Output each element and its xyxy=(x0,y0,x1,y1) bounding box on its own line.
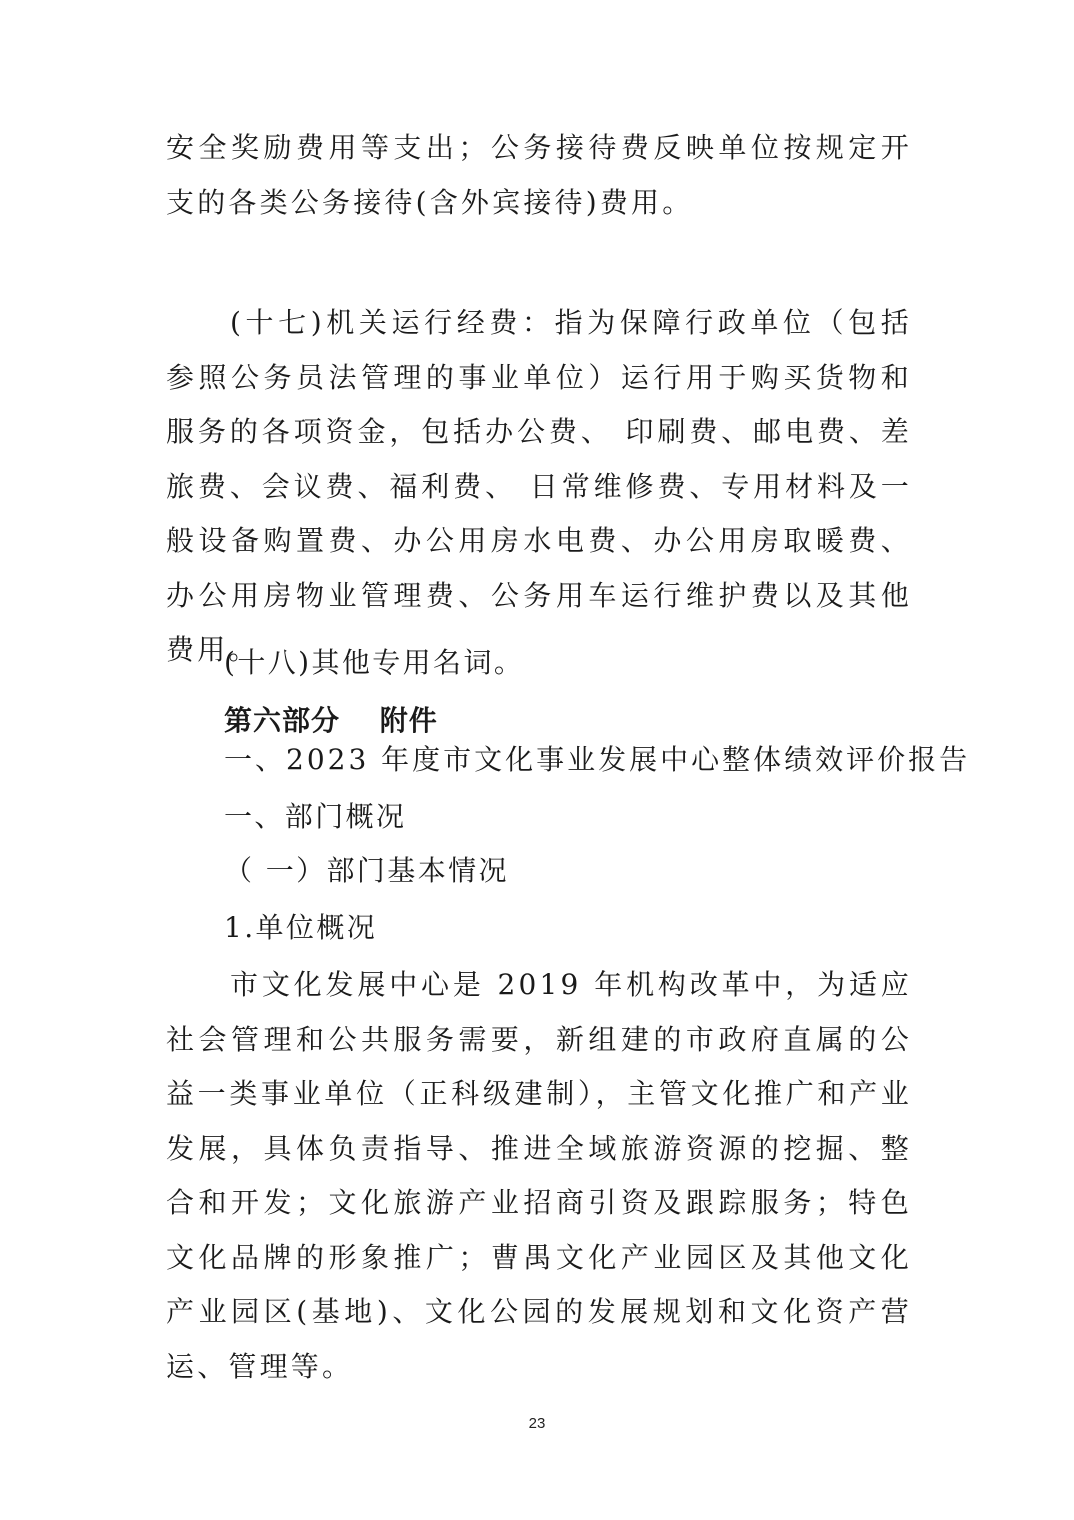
section-heading-attachments: 第六部分 附件 xyxy=(224,704,438,737)
paragraph-agency-operating-costs: (十七)机关运行经费：指为保障行政单位（包括参照公务员法管理的事业单位）运行用于购买货物和服务的各项资金，包括办公费、 印刷费、邮电费、差旅费、会议费、福利费、 日常维修费、专用材料及一般设备购置费、办公用房水电费、办公用房取暖费、办公用房物业管理费、公务用车运行维护费以及其他费用。 xyxy=(166,306,912,666)
report-title: 一、2023 年度市文化事业发展中心整体绩效评价报告 xyxy=(224,743,971,776)
paragraph-other-terms: (十八)其他专用名词。 xyxy=(224,646,525,679)
paragraph-unit-description: 市文化发展中心是 2019 年机构改革中，为适应社会管理和公共服务需要，新组建的市政府直属的公益一类事业单位（正科级建制），主管文化推广和产业发展，具体负责指导、推进全域旅游资源的挖掘、整合和开发；文化旅游产业招商引资及跟踪服务；特色文化品牌的形象推广；曹禺文化产业园区及其他文化产业园区(基地)、文化公园的发展规划和文化资产营运、管理等。 xyxy=(166,968,912,1383)
section-department-overview: 一、部门概况 xyxy=(224,800,407,833)
section-unit-overview: 1.单位概况 xyxy=(224,911,378,944)
page-number: 23 xyxy=(528,1415,546,1432)
section-basic-info: （ 一）部门基本情况 xyxy=(224,854,509,887)
paragraph-expense-intro: 安全奖励费用等支出；公务接待费反映单位按规定开支的各类公务接待(含外宾接待)费用。 xyxy=(166,131,912,219)
